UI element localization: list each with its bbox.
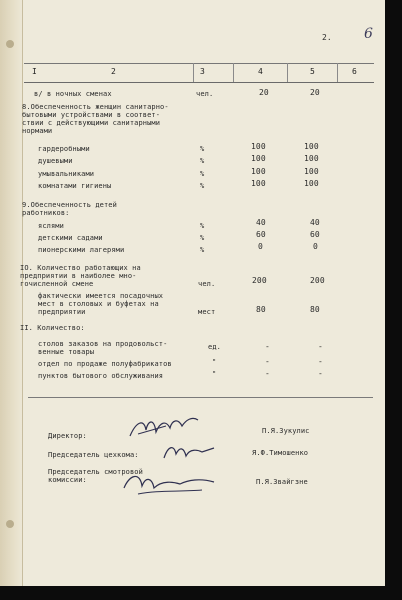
row-unit: %: [200, 157, 205, 165]
column-header-2: 2: [111, 67, 116, 76]
signature-name-union: Я.Ф.Тимошенко: [252, 449, 309, 457]
row-label: душевыми: [38, 157, 73, 165]
row-value-col5: 40: [310, 218, 320, 227]
row-value-col4: 80: [256, 305, 266, 314]
section-heading: 8.Обеспеченность женщин санитарно- бытовыми устройствами в соответ- ствии с действующими санитарными нормами: [22, 103, 169, 135]
signature-role-director: Директор:: [48, 432, 87, 440]
row-unit: мест: [198, 308, 216, 316]
handwritten-page-number: 6: [364, 26, 373, 42]
row-value-col5: 100: [304, 179, 319, 188]
signature-name-director: П.Я.Зукулис: [262, 427, 310, 435]
row-value-col4: -: [265, 357, 270, 366]
row-value-col4: 200: [252, 276, 267, 285]
column-header-1: I: [32, 67, 37, 76]
row-value-col4: 40: [256, 218, 266, 227]
row-label: детскими садами: [38, 234, 103, 242]
row-value-col4: 100: [251, 154, 266, 163]
row-unit: чел.: [198, 280, 216, 288]
row-value-col4: -: [265, 369, 270, 378]
row-value-col5: 20: [310, 88, 320, 97]
binding-hole: [6, 520, 14, 528]
row-value-col5: -: [318, 357, 323, 366]
row-unit: ": [212, 370, 217, 378]
signature-role-union: Председатель цехкома:: [48, 451, 139, 459]
table-bottom-rule: [28, 397, 373, 398]
union-signature-icon: [158, 440, 228, 464]
column-divider: [233, 63, 234, 82]
signature-role-commission: Председатель смотровой комиссии:: [48, 468, 143, 484]
header-top-rule: [24, 63, 374, 64]
row-label: отдел по продаже полуфабрикатов: [38, 360, 172, 368]
row-value-col4: 100: [251, 179, 266, 188]
row-value-col5: 200: [310, 276, 325, 285]
row-unit: %: [200, 246, 205, 254]
row-label: пунктов бытового обслуживания: [38, 372, 164, 380]
header-bottom-rule: [24, 82, 374, 83]
row-value-col5: 100: [304, 154, 319, 163]
row-value-col5: 100: [304, 142, 319, 151]
row-label: фактически имеется посадочных мест в столовых и буфетах на предприятии: [38, 292, 164, 316]
signature-name-commission: П.Я.Звайгзне: [256, 478, 308, 486]
row-label: в/ в ночных сменах: [34, 90, 112, 98]
binding-strip: [0, 0, 23, 586]
column-header-3: 3: [200, 67, 205, 76]
section-heading: 9.Обеспеченность детей работников:: [22, 201, 117, 217]
column-header-5: 5: [310, 67, 315, 76]
row-value-col4: -: [265, 342, 270, 351]
row-unit: %: [200, 234, 205, 242]
binding-hole: [6, 40, 14, 48]
row-value-col4: 0: [258, 242, 263, 251]
row-value-col4: 100: [251, 142, 266, 151]
column-divider: [287, 63, 288, 82]
row-label: IO. Количество работающих на предприятии в наиболее мно- гочисленной смене: [20, 264, 141, 288]
row-label: пионерскими лагерями: [38, 246, 125, 254]
row-unit: ед.: [208, 343, 221, 351]
row-label: гардеробными: [38, 145, 90, 153]
row-unit: %: [200, 145, 205, 153]
column-divider: [337, 63, 338, 82]
column-header-6: 6: [352, 67, 357, 76]
row-value-col5: 60: [310, 230, 320, 239]
commission-signature-icon: [118, 466, 228, 500]
row-value-col5: -: [318, 342, 323, 351]
row-label: яслями: [38, 222, 64, 230]
row-value-col4: 100: [251, 167, 266, 176]
row-label: комнатами гигиены: [38, 182, 112, 190]
row-value-col5: -: [318, 369, 323, 378]
row-label: столов заказов на продовольст- венные товары: [38, 340, 168, 356]
row-unit: ": [212, 358, 217, 366]
section-heading: II. Количество:: [20, 324, 85, 332]
row-value-col5: 100: [304, 167, 319, 176]
row-value-col5: 0: [313, 242, 318, 251]
row-unit: %: [200, 182, 205, 190]
row-unit: %: [200, 222, 205, 230]
column-header-4: 4: [258, 67, 263, 76]
row-label: умывальниками: [38, 170, 95, 178]
row-unit: %: [200, 170, 205, 178]
row-value-col5: 80: [310, 305, 320, 314]
row-value-col4: 20: [259, 88, 269, 97]
row-unit: чел.: [196, 90, 214, 98]
page-number: 2.: [322, 33, 332, 42]
column-divider: [193, 63, 194, 82]
row-value-col4: 60: [256, 230, 266, 239]
director-signature-icon: [126, 412, 206, 442]
